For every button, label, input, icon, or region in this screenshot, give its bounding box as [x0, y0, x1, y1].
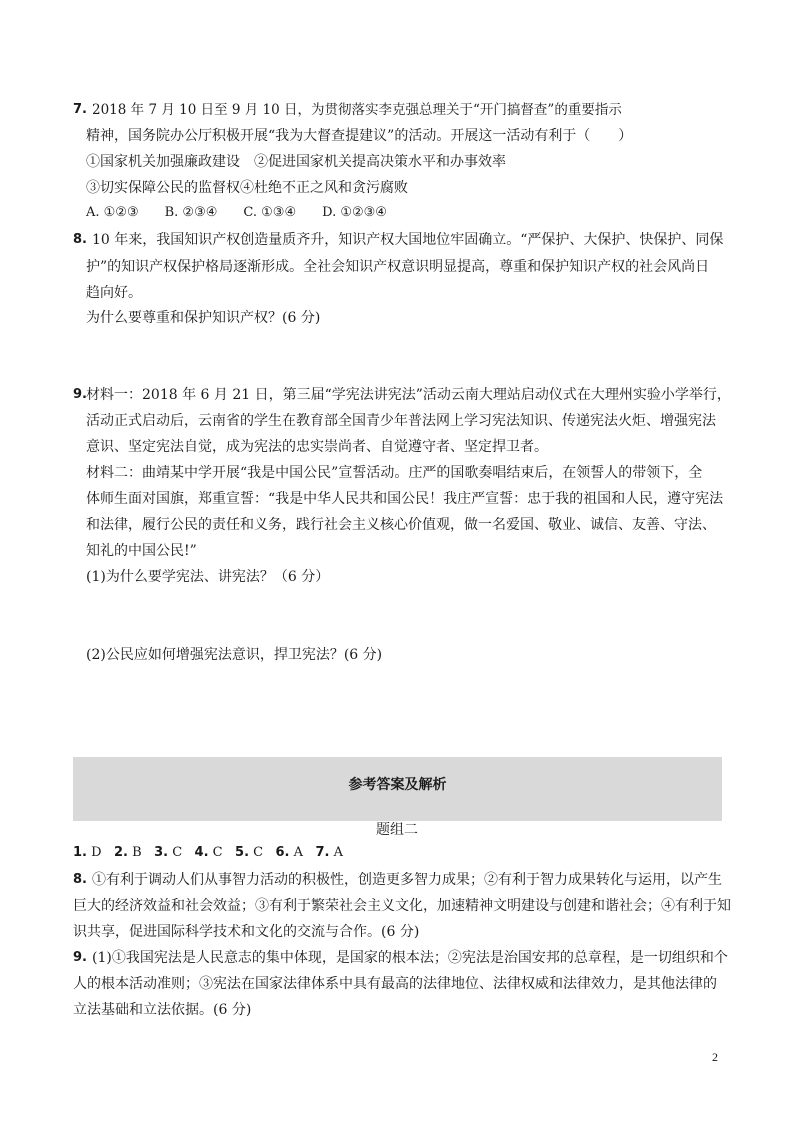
a8-number: 8. — [73, 872, 87, 887]
mc-answer-number: 4. — [194, 845, 209, 860]
a9-line-1: (1)①我国宪法是人民意志的集中体现，是国家的根本法；②宪法是治国安邦的总章程，是一切组织和个 — [92, 950, 728, 966]
mc-answer-value: A — [333, 845, 343, 860]
q7-option-line-1: ①国家机关加强廉政建设 ②促进国家机关提高决策水平和办事效率 — [86, 154, 506, 170]
a8-line-3: 识共享，促进国际科学技术和文化的交流与合作。(6 分) — [73, 924, 420, 940]
mc-answer-value: C — [253, 845, 264, 860]
mc-answer-number: 1. — [73, 845, 87, 860]
a8-line-1: ①有利于调动人们从事智力活动的积极性，创造更多智力成果；②有利于智力成果转化与运用，以产生 — [92, 872, 722, 888]
a9-line-2: 人的根本活动准则；③宪法在国家法律体系中具有最高的法律地位、法律权威和法律效力，是其他法律的 — [73, 976, 717, 992]
answers-header-band — [73, 757, 722, 821]
q7-number: 7. — [73, 102, 87, 117]
q9-material1-line-1: 材料一：2018 年 6 月 21 日，第三届“学宪法讲宪法”活动云南大理站启动仪式在大理州实验小学举行， — [86, 387, 731, 403]
mc-answer-value: A — [293, 845, 304, 860]
mc-answer-value: D — [91, 845, 102, 860]
mc-answer-value: C — [212, 845, 223, 860]
mc-answer-number: 3. — [154, 845, 169, 860]
mc-answers-line — [73, 843, 343, 863]
q8-line-1: 10 年来，我国知识产权创造量质齐升，知识产权大国地位牢固确立。“严保护、大保护、快保护、同保 — [92, 232, 724, 248]
q9-material2-line-3: 和法律，履行公民的责任和义务，践行社会主义核心价值观，做一名爱国、敬业、诚信、友善、守法、 — [86, 517, 716, 533]
q8-number: 8. — [73, 232, 87, 247]
q9-material2-line-1: 材料二：曲靖某中学开展“我是中国公民”宣誓活动。庄严的国歌奏唱结束后，在领誓人的带领下，全 — [86, 465, 703, 481]
mc-answer-number: 2. — [113, 845, 128, 860]
page-number: 2 — [712, 1050, 718, 1064]
q8-line-3: 趋向好。 — [86, 285, 142, 301]
q8-question: 为什么要尊重和保护知识产权？(6 分) — [86, 310, 321, 326]
q9-material1-line-2: 活动正式启动后，云南省的学生在教育部全国青少年普法网上学习宪法知识、传递宪法火炬、增强宪法 — [86, 413, 716, 429]
mc-answer-value: C — [172, 845, 183, 860]
mc-answer-number: 7. — [315, 845, 330, 860]
a9-line-3: 立法基础和立法依据。(6 分) — [73, 1002, 252, 1018]
q9-material1-line-3: 意识、坚定宪法自觉，成为宪法的忠实崇尚者、自觉遵守者、坚定捍卫者。 — [86, 439, 548, 455]
mc-answer-number: 6. — [275, 845, 290, 860]
q9-material2-line-4: 知礼的中国公民!” — [86, 543, 197, 559]
mc-answer-value: B — [132, 845, 142, 860]
q7-line-1: 2018 年 7 月 10 日至 9 月 10 日，为贯彻落实李克强总理关于“开门搞督查”的重要指示 — [92, 102, 622, 118]
answers-group-title: 题组二 — [376, 822, 418, 838]
q7-choices: A. ①②③ B. ②③④ C. ①③④ D. ①②③④ — [86, 205, 387, 220]
q9-subquestion-1: (1)为什么要学宪法、讲宪法？（6 分） — [86, 569, 330, 585]
q9-number: 9. — [73, 387, 87, 402]
q7-option-line-2: ③切实保障公民的监督权④杜绝不正之风和贪污腐败 — [86, 180, 408, 196]
q7-line-2: 精神，国务院办公厅积极开展“我为大督查提建议”的活动。开展这一活动有利于（ ） — [86, 128, 633, 144]
a8-line-2: 巨大的经济效益和社会效益；③有利于繁荣社会主义文化，加速精神文明建设与创建和谐社会；④有利于知 — [73, 898, 731, 914]
q8-line-2: 护”的知识产权保护格局逐渐形成。全社会知识产权意识明显提高，尊重和保护知识产权的社会风尚日 — [86, 259, 710, 275]
mc-answer-number: 5. — [235, 845, 250, 860]
a9-number: 9. — [73, 950, 87, 965]
q9-subquestion-2: (2)公民应如何增强宪法意识，捍卫宪法？(6 分) — [86, 647, 383, 663]
answers-title: 参考答案及解析 — [348, 777, 447, 793]
q9-material2-line-2: 体师生面对国旗，郑重宣誓：“我是中华人民共和国公民！我庄严宣誓：忠于我的祖国和人民，遵守宪法 — [86, 491, 724, 507]
